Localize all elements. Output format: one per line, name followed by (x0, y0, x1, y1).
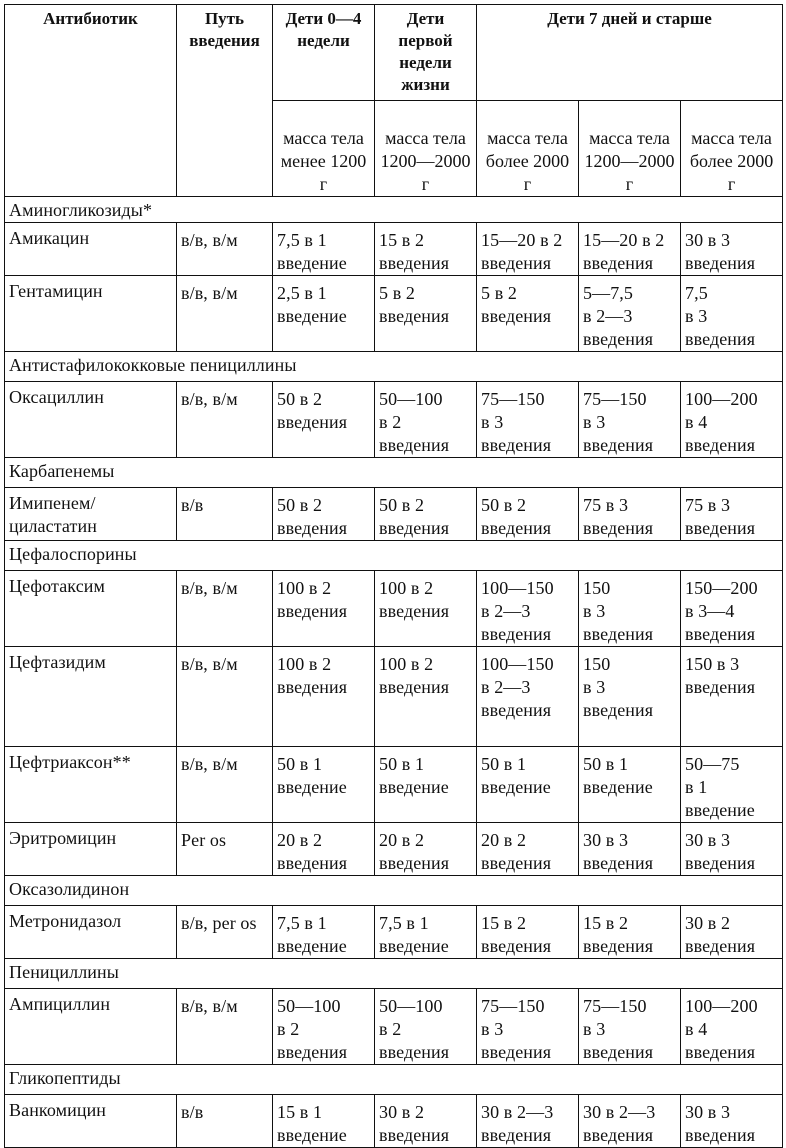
dose-cell: 7,5 в 1 введение (273, 906, 375, 959)
header-antibiotic: Антибиотик (5, 5, 177, 197)
drug-name: Ампициллин (5, 989, 177, 1065)
dose-cell: 15 в 2 введения (375, 223, 477, 276)
administration-route: в/в, per os (177, 906, 273, 959)
header-row-1 (5, 5, 783, 101)
dose-cell: 50 в 2 введения (375, 488, 477, 541)
dose-cell: 15—20 в 2 введения (579, 223, 681, 276)
dose-cell: 75—150 в 3 введения (477, 989, 579, 1065)
dose-cell: 100 в 2 введения (375, 647, 477, 747)
dose-cell: 100 в 2 введения (375, 571, 477, 647)
dose-cell: 50 в 1 введение (477, 747, 579, 823)
category-label: Антистафилококковые пенициллины (5, 352, 783, 382)
category-row (5, 197, 783, 223)
dose-cell: 30 в 3 введения (681, 823, 783, 876)
dose-cell: 5—7,5 в 2—3 введения (579, 276, 681, 352)
drug-name: Цефтазидим (5, 647, 177, 747)
dose-cell: 100—200 в 4 введения (681, 989, 783, 1065)
dose-cell: 100 в 2 введения (273, 571, 375, 647)
drug-row (5, 382, 783, 458)
drug-name: Метронидазол (5, 906, 177, 959)
dose-cell: 50 в 1 введение (579, 747, 681, 823)
drug-name: Цефтриаксон** (5, 747, 177, 823)
administration-route: в/в, в/м (177, 571, 273, 647)
category-row (5, 1065, 783, 1095)
dose-cell: 15 в 1 введение (273, 1095, 375, 1148)
dose-cell: 50—75 в 1 введение (681, 747, 783, 823)
administration-route: в/в (177, 488, 273, 541)
dose-cell: 30 в 2 введения (681, 906, 783, 959)
dose-cell: 5 в 2 введения (477, 276, 579, 352)
dose-cell: 7,5 в 1 введение (375, 906, 477, 959)
category-label: Гликопептиды (5, 1065, 783, 1095)
dose-cell: 20 в 2 введения (477, 823, 579, 876)
header-weight: масса тела 1200—2000 г (375, 101, 477, 197)
dose-cell: 50—100 в 2 введения (375, 382, 477, 458)
header-route: Путь введения (177, 5, 273, 197)
header-weight: масса тела 1200—2000 г (579, 101, 681, 197)
dose-cell: 2,5 в 1 введение (273, 276, 375, 352)
dose-cell: 50 в 2 введения (477, 488, 579, 541)
category-label: Аминогликозиды* (5, 197, 783, 223)
administration-route: в/в (177, 1095, 273, 1148)
dose-cell: 30 в 3 введения (681, 1095, 783, 1148)
drug-row (5, 488, 783, 541)
drug-name: Эритромицин (5, 823, 177, 876)
category-row (5, 458, 783, 488)
dose-cell: 75—150 в 3 введения (477, 382, 579, 458)
drug-row (5, 747, 783, 823)
dose-cell: 150 в 3 введения (681, 647, 783, 747)
header-group-first-week: Дети первой недели жизни (375, 5, 477, 101)
dose-cell: 100—150 в 2—3 введения (477, 647, 579, 747)
dose-cell: 150 в 3 введения (579, 571, 681, 647)
drug-name: Имипенем/ циластатин (5, 488, 177, 541)
category-row (5, 876, 783, 906)
dose-cell: 30 в 3 введения (579, 823, 681, 876)
dose-cell: 75 в 3 введения (681, 488, 783, 541)
administration-route: Per os (177, 823, 273, 876)
drug-name: Оксациллин (5, 382, 177, 458)
dose-cell: 50 в 1 введение (375, 747, 477, 823)
header-weight: масса тела менее 1200 г (273, 101, 375, 197)
dose-cell: 15—20 в 2 введения (477, 223, 579, 276)
drug-row (5, 647, 783, 747)
dose-cell: 50—100 в 2 введения (375, 989, 477, 1065)
drug-name: Гентамицин (5, 276, 177, 352)
category-row (5, 541, 783, 571)
dose-cell: 75—150 в 3 введения (579, 382, 681, 458)
administration-route: в/в, в/м (177, 382, 273, 458)
category-label: Оксазолидинон (5, 876, 783, 906)
drug-row (5, 823, 783, 876)
category-label: Карбапенемы (5, 458, 783, 488)
dose-cell: 30 в 3 введения (681, 223, 783, 276)
dose-cell: 7,5 в 3 введения (681, 276, 783, 352)
dose-cell: 50 в 2 введения (273, 382, 375, 458)
dose-cell: 100—200 в 4 введения (681, 382, 783, 458)
dose-cell: 15 в 2 введения (579, 906, 681, 959)
administration-route: в/в, в/м (177, 276, 273, 352)
dose-cell: 7,5 в 1 введение (273, 223, 375, 276)
drug-row (5, 571, 783, 647)
drug-row (5, 989, 783, 1065)
dose-cell: 20 в 2 введения (273, 823, 375, 876)
category-row (5, 959, 783, 989)
dose-cell: 30 в 2 введения (375, 1095, 477, 1148)
dose-cell: 50 в 2 введения (273, 488, 375, 541)
drug-row (5, 1095, 783, 1148)
dose-cell: 30 в 2—3 введения (477, 1095, 579, 1148)
table-body (5, 197, 783, 1148)
dose-cell: 5 в 2 введения (375, 276, 477, 352)
administration-route: в/в, в/м (177, 223, 273, 276)
header-weight: масса тела более 2000 г (681, 101, 783, 197)
header-group-0-4-weeks: Дети 0—4 недели (273, 5, 375, 101)
drug-row (5, 223, 783, 276)
dose-cell: 50 в 1 введение (273, 747, 375, 823)
administration-route: в/в, в/м (177, 989, 273, 1065)
administration-route: в/в, в/м (177, 747, 273, 823)
dose-cell: 75—150 в 3 введения (579, 989, 681, 1065)
dose-cell: 20 в 2 введения (375, 823, 477, 876)
header-group-7-days: Дети 7 дней и старше (477, 5, 783, 101)
dose-cell: 30 в 2—3 введения (579, 1095, 681, 1148)
drug-name: Цефотаксим (5, 571, 177, 647)
category-label: Цефалоспорины (5, 541, 783, 571)
antibiotic-dosage-table (4, 4, 783, 1148)
dose-cell: 15 в 2 введения (477, 906, 579, 959)
dose-cell: 75 в 3 введения (579, 488, 681, 541)
category-label: Пенициллины (5, 959, 783, 989)
dose-cell: 100 в 2 введения (273, 647, 375, 747)
category-row (5, 352, 783, 382)
drug-name: Ванкомицин (5, 1095, 177, 1148)
drug-name: Амикацин (5, 223, 177, 276)
dose-cell: 150 в 3 введения (579, 647, 681, 747)
dose-cell: 100—150 в 2—3 введения (477, 571, 579, 647)
administration-route: в/в, в/м (177, 647, 273, 747)
dose-cell: 50—100 в 2 введения (273, 989, 375, 1065)
header-weight: масса тела более 2000 г (477, 101, 579, 197)
drug-row (5, 276, 783, 352)
dose-cell: 150—200 в 3—4 введения (681, 571, 783, 647)
drug-row (5, 906, 783, 959)
